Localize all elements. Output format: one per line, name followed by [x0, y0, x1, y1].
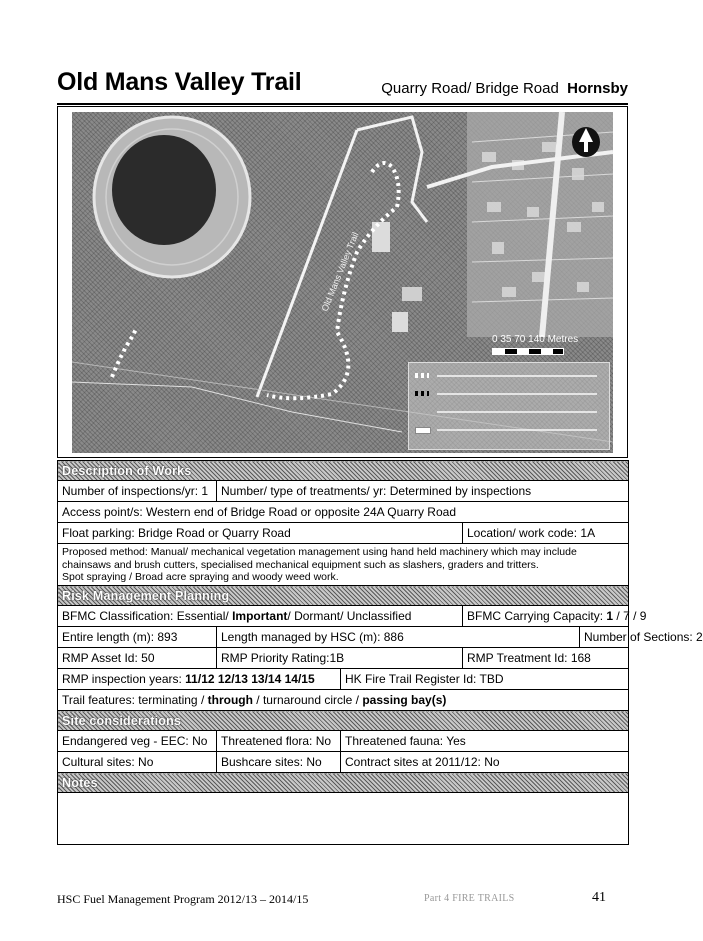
register-id-cell: HK Fire Trail Register Id: TBD — [341, 669, 629, 690]
threatened-fauna-cell: Threatened fauna: Yes — [341, 731, 629, 752]
footer-part: Part 4 FIRE TRAILS — [424, 893, 515, 904]
scale-label: 0 35 70 140 Metres — [492, 334, 579, 345]
priority-cell: RMP Priority Rating:1B — [217, 648, 463, 669]
legend-row — [415, 407, 605, 417]
page-number: 41 — [592, 890, 606, 905]
legend-row — [415, 371, 605, 381]
capacity-suffix: / 7 / 9 — [613, 609, 647, 623]
classification-suffix: / Dormant/ Unclassified — [287, 609, 412, 623]
proposed-method-text: Proposed method: Manual/ mechanical vegetation management using hand held machinery which may include chainsaws and brush cutters, specialised mechanical equipment such as slashers, graders and tritters. — [62, 546, 577, 571]
section-header-description: Description of Works — [58, 461, 629, 481]
title-rule — [57, 103, 628, 105]
classification-prefix: BFMC Classification: Essential/ — [62, 609, 233, 623]
treatments-cell: Number/ type of treatments/ yr: Determined by inspections — [217, 481, 629, 502]
spot-spraying-text: Spot spraying / Broad acre spraying and woody weed work. — [62, 571, 339, 583]
features-passing-bays: passing bay(s) — [362, 693, 447, 707]
proposed-method-cell — [58, 544, 629, 586]
features-through: through — [207, 693, 253, 707]
scale-bar — [492, 334, 610, 362]
notes-cell — [58, 793, 629, 845]
bushcare-cell: Bushcare sites: No — [217, 752, 341, 773]
scale-graphic — [492, 348, 564, 355]
capacity-cell — [463, 606, 647, 627]
features-prefix: Trail features: terminating / — [62, 693, 208, 707]
footer-program: HSC Fuel Management Program 2012/13 – 2014/15 — [57, 892, 309, 906]
threatened-flora-cell: Threatened flora: No — [217, 731, 341, 752]
capacity-selected: 1 — [606, 609, 614, 623]
page-subtitle — [381, 80, 628, 97]
map-legend — [408, 362, 610, 450]
trail-details-table — [57, 460, 703, 845]
inspection-years-prefix: RMP inspection years: — [62, 672, 186, 686]
length-managed-cell: Length managed by HSC (m): 886 — [217, 627, 580, 648]
treatment-id-cell: RMP Treatment Id: 168 — [463, 648, 629, 669]
quarry-water — [112, 135, 216, 245]
cultural-cell: Cultural sites: No — [58, 752, 217, 773]
sections-cell: Number of Sections: 2 — [580, 627, 629, 648]
location-code-cell: Location/ work code: 1A — [463, 523, 629, 544]
classification-cell — [58, 606, 463, 627]
inspections-cell: Number of inspections/yr: 1 — [58, 481, 217, 502]
endangered-cell: Endangered veg - EEC: No — [58, 731, 217, 752]
legend-row — [415, 425, 605, 435]
section-header-notes: Notes — [58, 773, 629, 793]
location-text: Quarry Road/ Bridge Road — [381, 80, 559, 97]
map-frame — [57, 106, 628, 458]
access-cell: Access point/s: Western end of Bridge Road or opposite 24A Quarry Road — [58, 502, 629, 523]
section-header-site: Site considerations — [58, 711, 629, 731]
trail-label: Old Mans Valley Trail — [319, 230, 361, 313]
section-header-risk: Risk Management Planning — [58, 586, 629, 606]
legend-row — [415, 389, 605, 399]
contract-cell: Contract sites at 2011/12: No — [341, 752, 629, 773]
capacity-prefix: BFMC Carrying Capacity: — [467, 609, 607, 623]
north-arrow-icon — [571, 124, 601, 158]
inspection-years-value: 11/12 12/13 13/14 14/15 — [185, 672, 315, 686]
suburb-text: Hornsby — [567, 80, 628, 97]
entire-length-cell: Entire length (m): 893 — [58, 627, 217, 648]
page-title: Old Mans Valley Trail — [57, 68, 302, 96]
aerial-map — [72, 112, 613, 453]
float-parking-cell: Float parking: Bridge Road or Quarry Road — [58, 523, 463, 544]
trail-features-cell — [58, 690, 629, 711]
asset-id-cell: RMP Asset Id: 50 — [58, 648, 217, 669]
inspection-years-cell — [58, 669, 341, 690]
classification-selected: Important — [232, 609, 288, 623]
road — [357, 117, 427, 222]
features-mid: / turnaround circle / — [252, 693, 363, 707]
